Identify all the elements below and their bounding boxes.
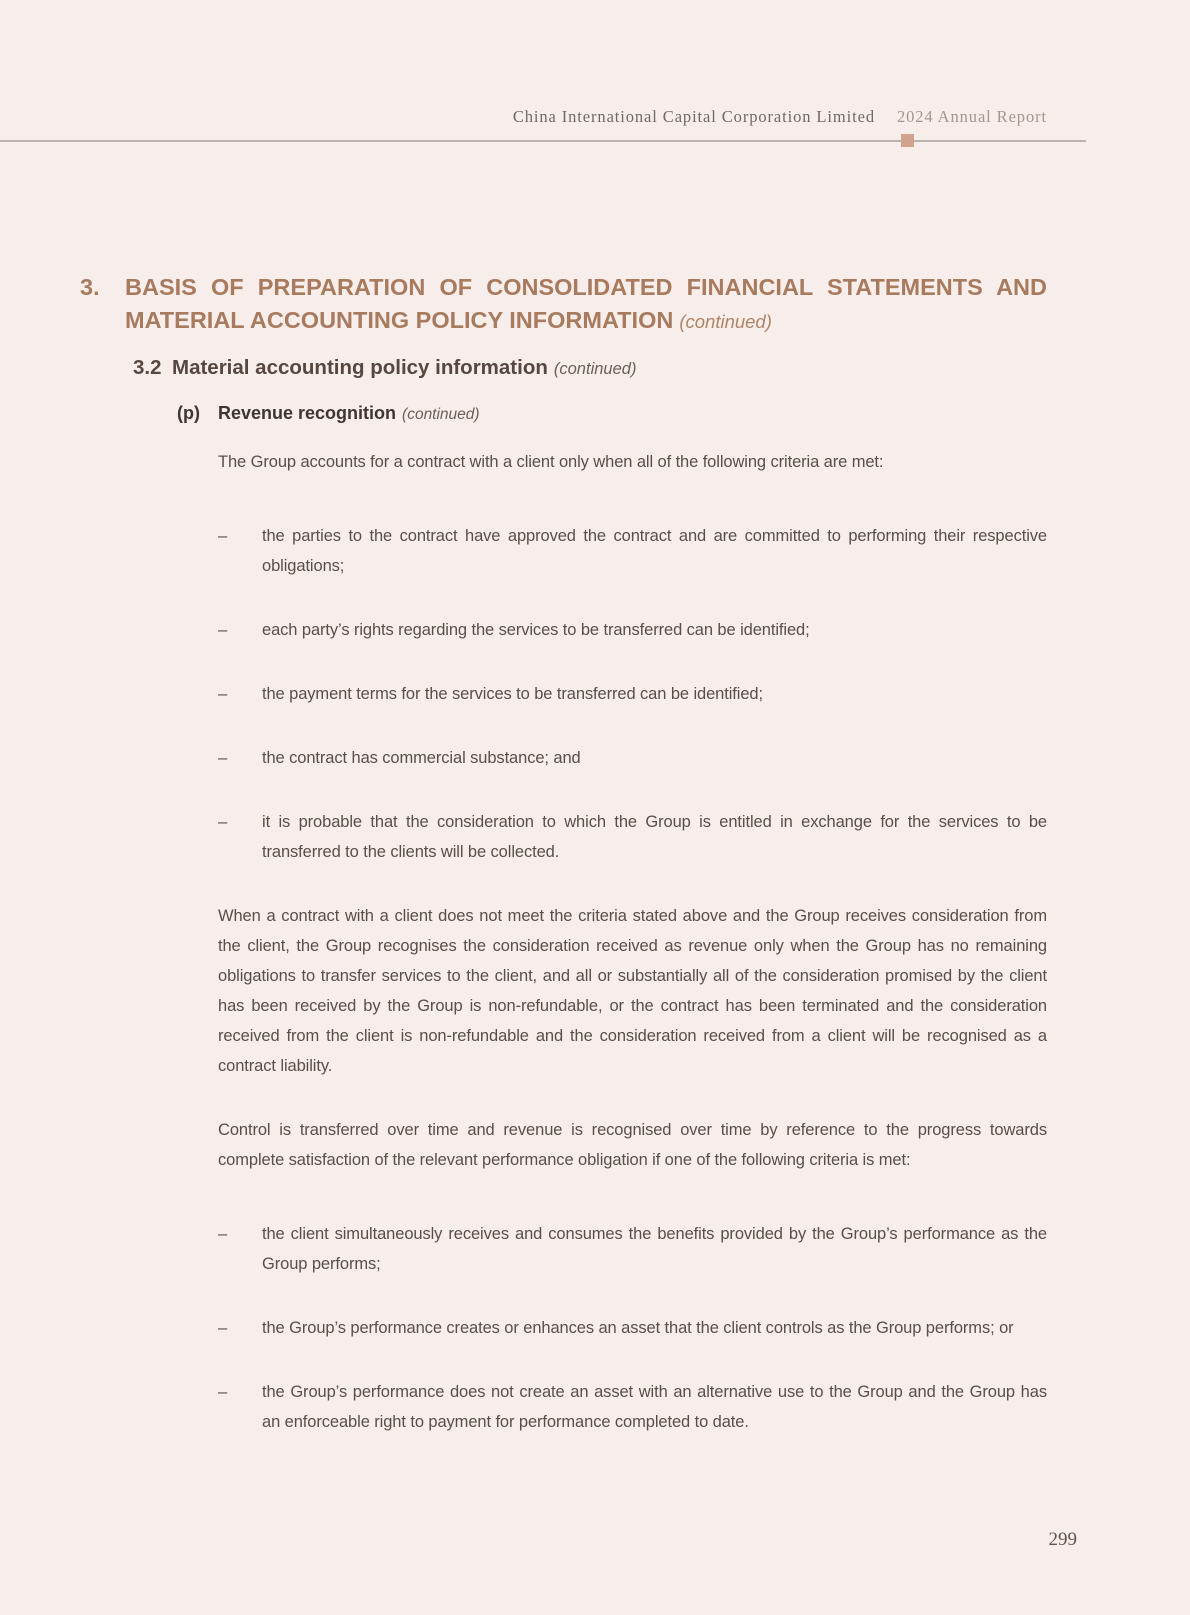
body-paragraph: When a contract with a client does not meet the criteria stated above and the Group receives consideration from the client, the Group recognises the consideration received as revenue only when the Group has no remaining obligations to transfer services to the client, and all or substantially all of the consideration promised by the client has been received by the Group is non-refundable, or the contract has been terminated and the consideration received from the client is non-refundable and the consideration received from a client will be recognised as a contract liability. (218, 907, 1047, 1075)
bullet-dash: – (218, 1225, 228, 1243)
policy-body (218, 401, 1047, 1471)
policy-label: (p) (177, 403, 200, 423)
section-title-line1: BASIS OF PREPARATION OF CONSOLIDATED FINANCIAL STATEMENTS AND (125, 274, 1047, 300)
policy-title-text: Revenue recognition (218, 403, 397, 423)
section-continued-label: (continued) (679, 311, 772, 332)
list-item (218, 743, 1047, 773)
list-item (218, 1377, 1047, 1437)
page-header (0, 107, 1047, 127)
list-item (218, 1313, 1047, 1343)
subsection-heading (133, 354, 1047, 383)
subsection-number: 3.2 (133, 356, 162, 379)
section-title-line2 (125, 304, 1047, 338)
policy-continued-label: (continued) (402, 406, 480, 423)
list-item-text: the contract has commercial substance; and (262, 749, 581, 767)
report-title: 2024 Annual Report (896, 107, 1047, 126)
list-item (218, 679, 1047, 709)
section-number: 3. (80, 274, 100, 300)
section-heading (80, 271, 1047, 338)
list-item (218, 521, 1047, 581)
criteria-list-2 (218, 1219, 1047, 1437)
list-item-text: each party’s rights regarding the services to be transferred can be identified; (262, 621, 810, 639)
subsection-continued-label: (continued) (553, 360, 637, 378)
bullet-dash: – (218, 1383, 228, 1401)
list-item-text: the Group’s performance does not create an asset with an alternative use to the Group and the Group has an enforceable right to payment for performance completed to date. (262, 1383, 1047, 1431)
subsection-title-text: Material accounting policy information (172, 356, 548, 379)
criteria-list (218, 521, 1047, 867)
intro-paragraph: The Group accounts for a contract with a client only when all of the following criteria are met: (218, 453, 884, 471)
list-item-text: the client simultaneously receives and consumes the benefits provided by the Group’s performance as the Group performs; (262, 1225, 1047, 1273)
section-title (125, 271, 1047, 338)
bullet-dash: – (218, 527, 228, 545)
bullet-dash: – (218, 1319, 228, 1337)
list-item-text: the payment terms for the services to be transferred can be identified; (262, 685, 763, 703)
list-item (218, 807, 1047, 867)
list-item-text: the parties to the contract have approved the contract and are committed to performing their respective obligations; (262, 527, 1047, 575)
header-rule (0, 140, 1086, 142)
section-title-line2-text: MATERIAL ACCOUNTING POLICY INFORMATION (125, 307, 674, 333)
header-square-marker (901, 134, 914, 147)
bullet-dash: – (218, 813, 228, 831)
subsection-title (172, 354, 636, 383)
company-name: China International Capital Corporation Limited (512, 107, 875, 126)
list-item (218, 615, 1047, 645)
body-paragraph: Control is transferred over time and revenue is recognised over time by reference to the progress towards complete satisfaction of the relevant performance obligation if one of the following criteria is met: (218, 1121, 1047, 1169)
list-item-text: it is probable that the consideration to which the Group is entitled in exchange for the services to be transferred to the clients will be collected. (262, 813, 1047, 861)
policy-section (177, 401, 1047, 1471)
policy-title (218, 401, 1047, 427)
bullet-dash: – (218, 749, 228, 767)
list-item-text: the Group’s performance creates or enhances an asset that the client controls as the Group performs; or (262, 1319, 1014, 1337)
bullet-dash: – (218, 685, 228, 703)
page-number: 299 (1048, 1529, 1077, 1550)
bullet-dash: – (218, 621, 228, 639)
page-content (80, 271, 1047, 1471)
list-item (218, 1219, 1047, 1279)
